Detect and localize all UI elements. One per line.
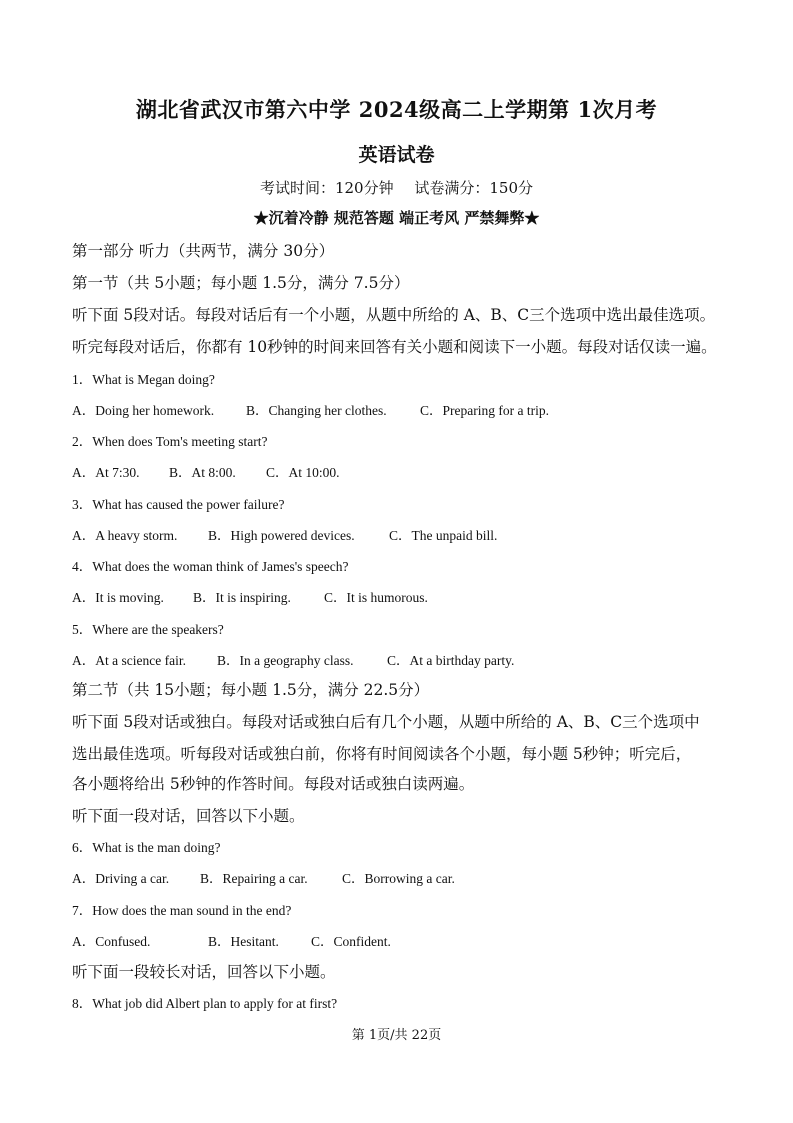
question-1: 1．What is Megan doing? xyxy=(72,372,215,387)
question-7: 7．How does the man sound in the end? xyxy=(72,903,292,918)
exam-motto: ★沉着冷静 规范答题 端正考风 严禁舞弊★ xyxy=(253,209,540,227)
listen-one-instruction: 听下面一段对话，回答以下小题。 xyxy=(72,807,305,825)
option-b: B．Hesitant. xyxy=(208,934,279,949)
question-4-options xyxy=(72,586,428,606)
section2-heading: 第二节（共 15小题；每小题 1.5分，满分 22.5分） xyxy=(72,681,430,699)
option-b: B．Repairing a car. xyxy=(200,871,308,886)
section1-instruction-1: 听下面 5段对话。每段对话后有一个小题，从题中所给的 A、B、C三个选项中选出最佳选项。 xyxy=(72,306,716,324)
option-a: A．Confused. xyxy=(72,934,151,949)
option-b: B．High powered devices. xyxy=(208,528,355,543)
option-b: B．Changing her clothes. xyxy=(246,403,387,418)
option-b: B．At 8:00. xyxy=(169,465,236,480)
section1-instruction-2: 听完每段对话后，你都有 10秒钟的时间来回答有关小题和阅读下一小题。每段对话仅读一遍。 xyxy=(72,338,717,356)
question-1-options xyxy=(72,399,549,419)
question-3: 3．What has caused the power failure? xyxy=(72,497,285,512)
option-a: A．At 7:30. xyxy=(72,465,140,480)
section2-instruction-2: 选出最佳选项。听每段对话或独白前，你将有时间阅读各个小题，每小题 5秒钟；听完后， xyxy=(72,745,692,763)
option-c: C．The unpaid bill. xyxy=(389,528,498,543)
page-number: 第 1页/共 22页 xyxy=(351,1028,442,1043)
question-5-options xyxy=(72,649,514,669)
option-c: C．At 10:00. xyxy=(266,465,340,480)
option-a: A．It is moving. xyxy=(72,590,164,605)
option-c: C．At a birthday party. xyxy=(387,653,515,668)
question-2-options xyxy=(72,461,340,481)
section2-instruction-1: 听下面 5段对话或独白。每段对话或独白后有几个小题，从题中所给的 A、B、C三个选项中 xyxy=(72,713,700,731)
option-a: A．At a science fair. xyxy=(72,653,186,668)
exam-time: 考试时间：120分钟 xyxy=(259,179,394,197)
option-a: A．A heavy storm. xyxy=(72,528,178,543)
option-b: B．It is inspiring. xyxy=(193,590,291,605)
option-c: C．Confident. xyxy=(311,934,391,949)
question-6-options xyxy=(72,867,455,887)
section1-heading: 第一节（共 5小题；每小题 1.5分，满分 7.5分） xyxy=(72,274,410,292)
exam-title: 湖北省武汉市第六中学 2024级高二上学期第 1次月考 xyxy=(135,97,658,122)
question-2: 2．When does Tom's meeting start? xyxy=(72,434,268,449)
option-c: C．It is humorous. xyxy=(324,590,428,605)
option-c: C．Preparing for a trip. xyxy=(420,403,549,418)
question-5: 5．Where are the speakers? xyxy=(72,622,224,637)
option-a: A．Doing her homework. xyxy=(72,403,215,418)
question-4: 4．What does the woman think of James's speech? xyxy=(72,559,349,574)
option-a: A．Driving a car. xyxy=(72,871,170,886)
question-3-options xyxy=(72,524,497,544)
option-c: C．Borrowing a car. xyxy=(342,871,455,886)
part1-heading: 第一部分 听力（共两节，满分 30分） xyxy=(72,242,335,260)
question-6: 6．What is the man doing? xyxy=(72,840,221,855)
exam-subtitle: 英语试卷 xyxy=(358,144,435,166)
exam-meta xyxy=(0,177,793,198)
question-8: 8．What job did Albert plan to apply for at first? xyxy=(72,996,338,1011)
listen-long-instruction: 听下面一段较长对话，回答以下小题。 xyxy=(72,963,336,981)
question-7-options xyxy=(72,930,391,950)
option-b: B．In a geography class. xyxy=(217,653,354,668)
full-score: 试卷满分：150分 xyxy=(414,179,534,197)
section2-instruction-3: 各小题将给出 5秒钟的作答时间。每段对话或独白读两遍。 xyxy=(72,775,475,793)
